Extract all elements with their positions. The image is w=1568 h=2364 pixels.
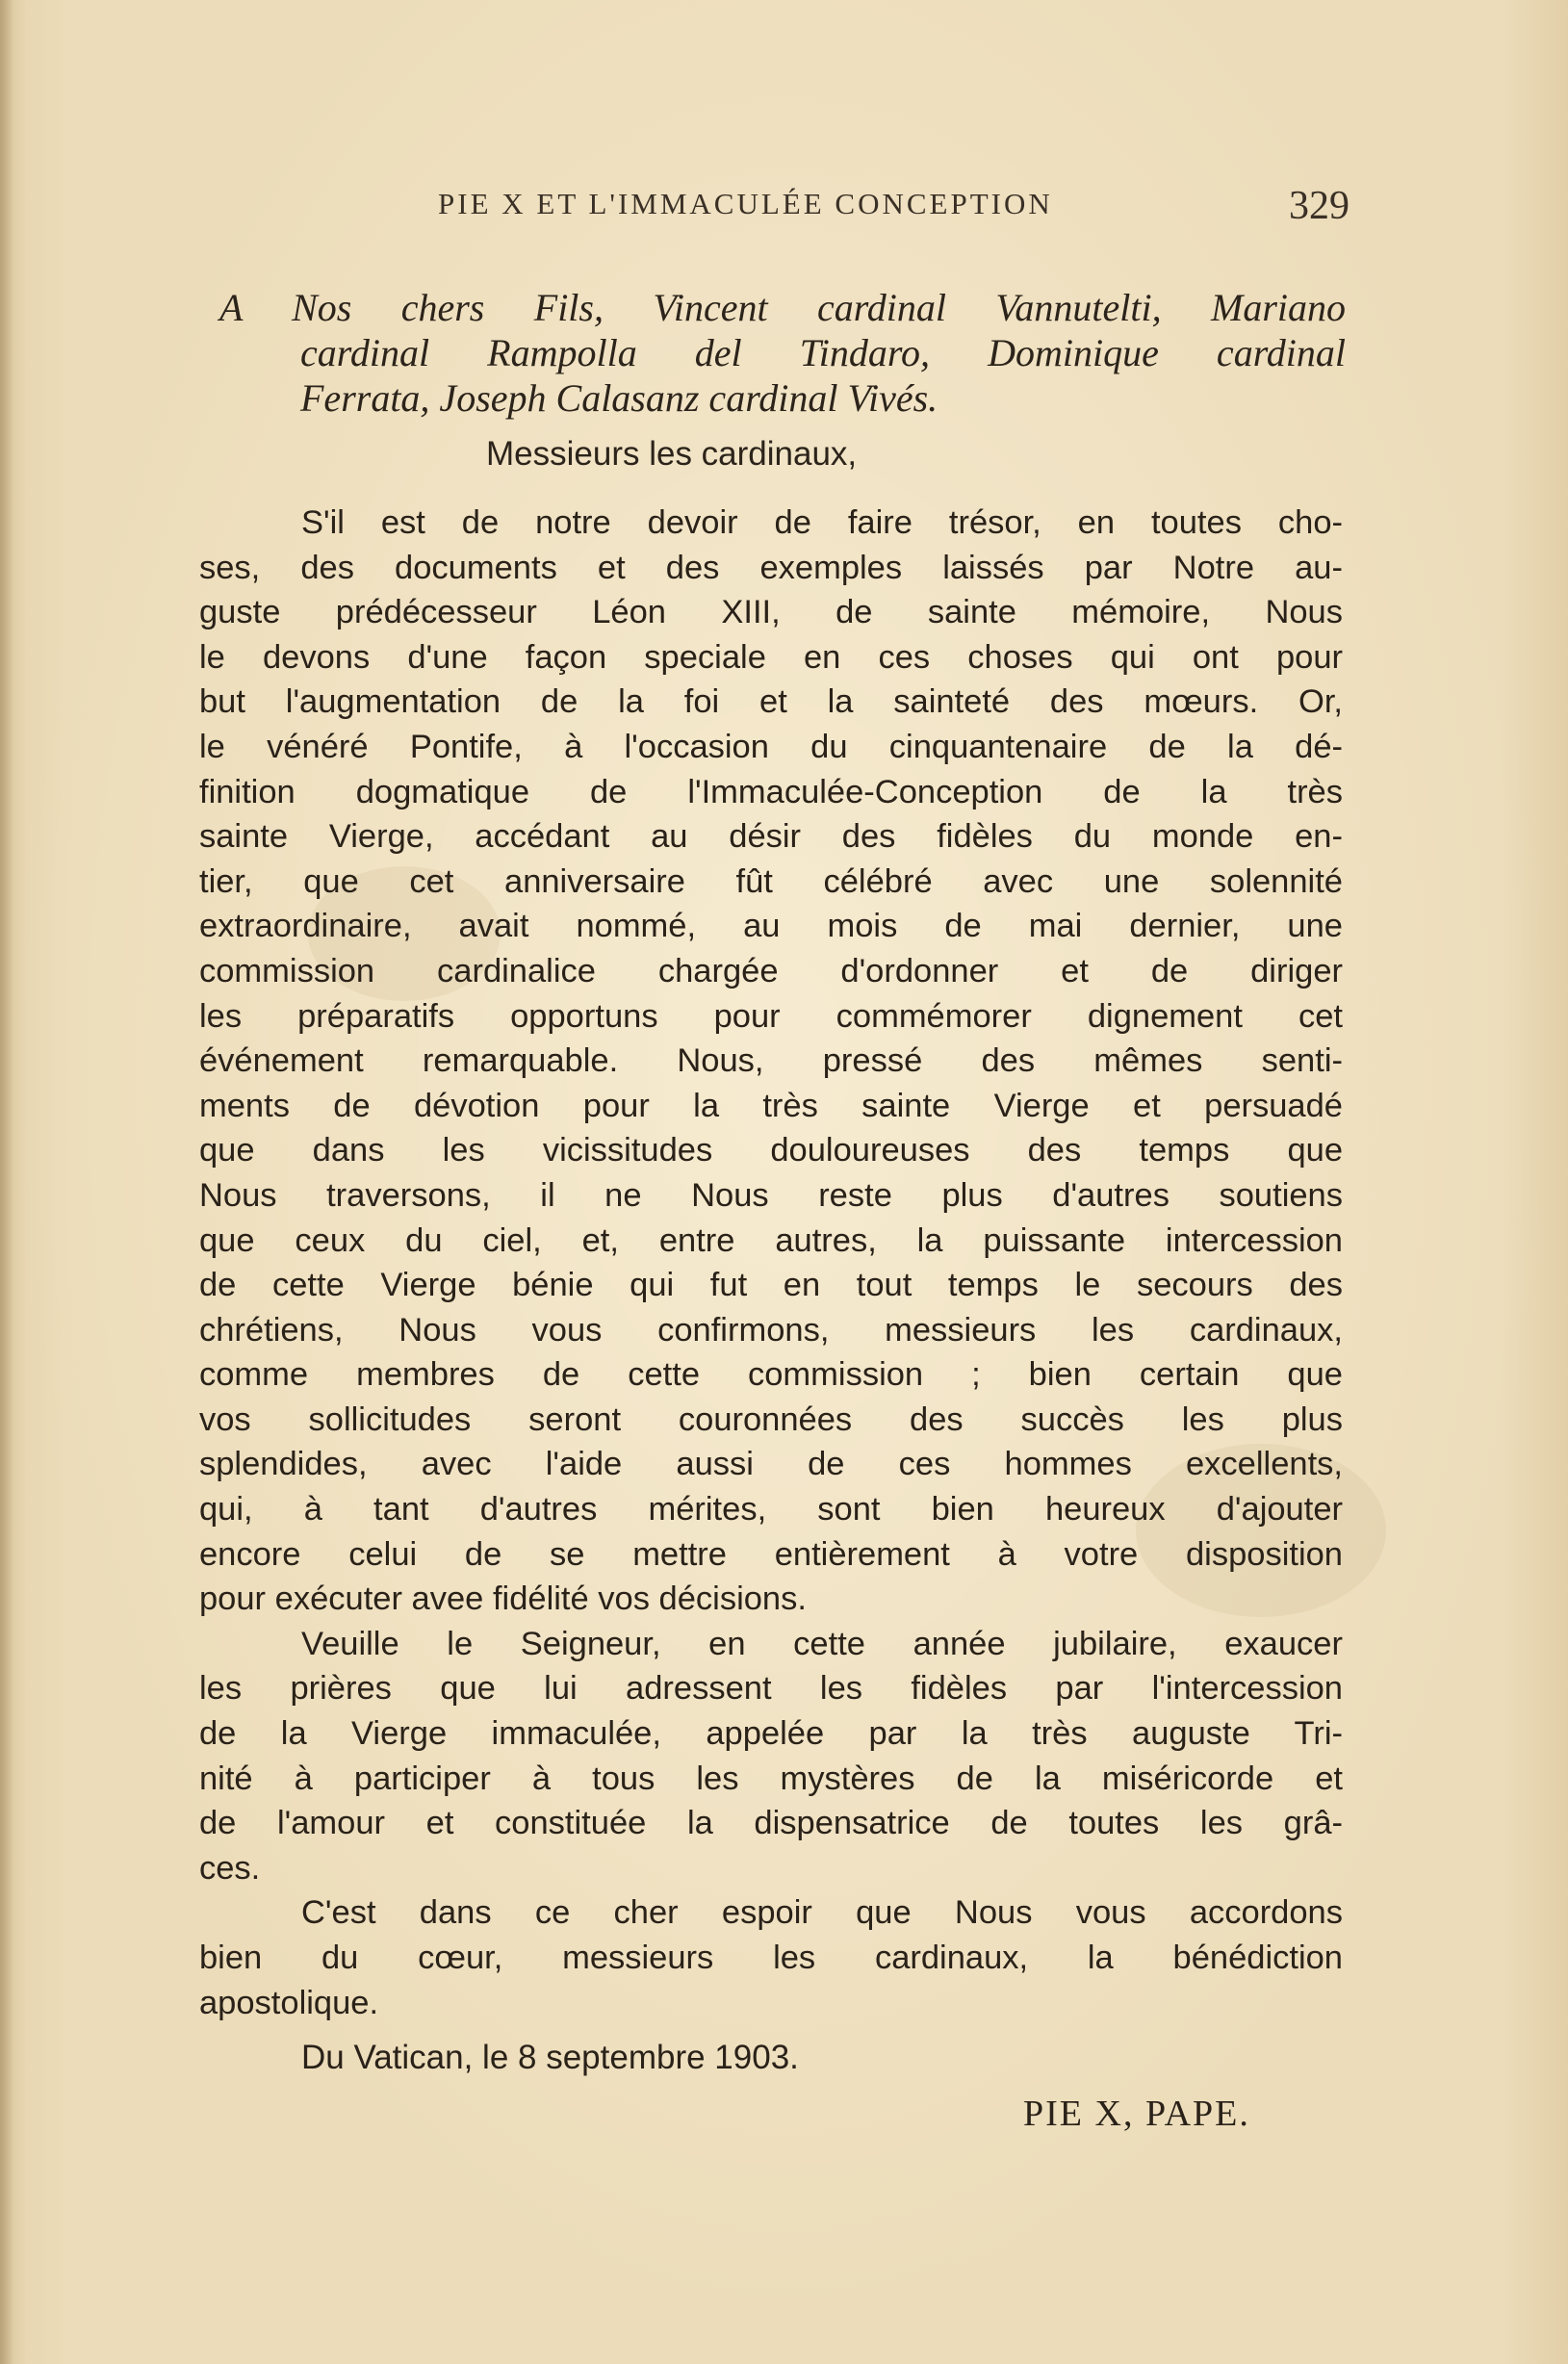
text-line: S'il est de notre devoir de faire trésor, en toutes cho-	[301, 504, 1343, 541]
text-line: C'est dans ce cher espoir que Nous vous accordons	[301, 1894, 1343, 1932]
text-line: ments de dévotion pour la très sainte Vierge et persuadé	[199, 1087, 1343, 1124]
text-line: qui, à tant d'autres mérites, sont bien heureux d'ajouter	[199, 1491, 1343, 1529]
page-binding-edge	[0, 0, 13, 2364]
text-line: chrétiens, Nous vous confirmons, messieurs les cardinaux,	[199, 1311, 1343, 1349]
text-line: tier, que cet anniversaire fût célébré avec une solennité	[199, 862, 1343, 900]
text-line: pour exécuter avee fidélité vos décisions.	[199, 1580, 807, 1618]
text-line: de la Vierge immaculée, appelée par la très auguste Tri-	[199, 1715, 1343, 1753]
text-line: que ceux du ciel, et, entre autres, la puissante intercession	[199, 1221, 1343, 1259]
text-line: apostolique.	[199, 1984, 379, 2021]
text-line: but l'augmentation de la foi et la sainteté des mœurs. Or,	[199, 683, 1343, 721]
address-line: cardinal Rampolla del Tindaro, Dominique cardinal	[300, 331, 1346, 374]
text-line: que dans les vicissitudes douloureuses des temps que	[199, 1132, 1343, 1169]
text-line: ses, des documents et des exemples laissés par Notre au-	[199, 549, 1343, 586]
text-line: finition dogmatique de l'Immaculée-Conception de la très	[199, 773, 1343, 810]
text-line: bien du cœur, messieurs les cardinaux, la bénédiction	[199, 1940, 1343, 1976]
text-line: événement remarquable. Nous, pressé des mêmes senti-	[199, 1042, 1343, 1080]
text-line: extraordinaire, avait nommé, au mois de mai dernier, une	[199, 908, 1343, 945]
date-line: Du Vatican, le 8 septembre 1903.	[301, 2039, 799, 2076]
salutation: Messieurs les cardinaux,	[486, 435, 858, 473]
letter-body	[199, 501, 1343, 2025]
text-line: Nous traversons, il ne Nous reste plus d'autres soutiens	[199, 1176, 1343, 1214]
address-line: A Nos chers Fils, Vincent cardinal Vannutelti, Mariano	[219, 286, 1346, 329]
text-line: le vénéré Pontife, à l'occasion du cinquantenaire de la dé-	[199, 728, 1343, 765]
page-number: 329	[1289, 184, 1350, 228]
text-line: les préparatifs opportuns pour commémorer dignement cet	[199, 997, 1343, 1035]
text-line: Veuille le Seigneur, en cette année jubilaire, exaucer	[301, 1625, 1343, 1662]
text-line: commission cardinalice chargée d'ordonner et de diriger	[199, 952, 1343, 989]
text-line: les prières que lui adressent les fidèles par l'intercession	[199, 1670, 1343, 1708]
text-line: nité à participer à tous les mystères de la miséricorde et	[199, 1760, 1343, 1797]
text-line: de l'amour et constituée la dispensatrice de toutes les grâ-	[199, 1805, 1343, 1842]
text-line: le devons d'une façon speciale en ces choses qui ont pour	[199, 638, 1343, 676]
text-line: de cette Vierge bénie qui fut en tout temps le secours des	[199, 1267, 1343, 1304]
text-line: splendides, avec l'aide aussi de ces hommes excellents,	[199, 1446, 1343, 1483]
text-line: comme membres de cette commission ; bien certain que	[199, 1356, 1343, 1394]
running-title: PIE X ET L'IMMACULÉE CONCEPTION	[438, 187, 1053, 220]
text-line: sainte Vierge, accédant au désir des fidèles du monde en-	[199, 818, 1343, 856]
signature: PIE X, PAPE.	[1023, 2094, 1250, 2134]
text-line: ces.	[199, 1849, 261, 1887]
address-line: Ferrata, Joseph Calasanz cardinal Vivés.	[300, 376, 938, 420]
running-head	[202, 177, 1367, 235]
address-block	[219, 285, 1346, 421]
text-line: guste prédécesseur Léon XIII, de sainte mémoire, Nous	[199, 594, 1343, 631]
text-line: vos sollicitudes seront couronnées des succès les plus	[199, 1400, 1343, 1438]
text-line: encore celui de se mettre entièrement à votre disposition	[199, 1535, 1343, 1573]
